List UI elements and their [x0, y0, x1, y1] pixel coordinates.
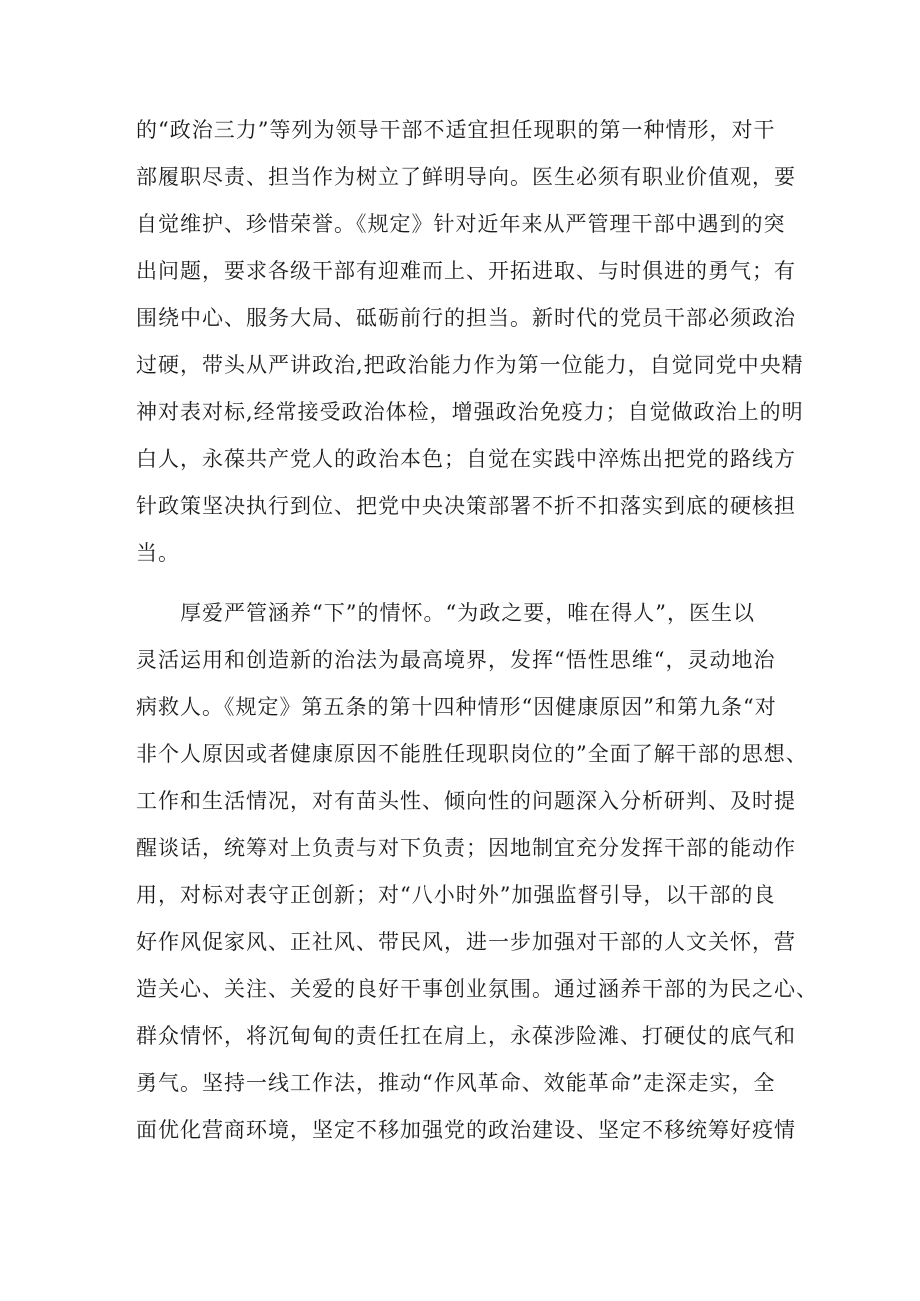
- text-line: 面优化营商环境，坚定不移加强党的政治建设、坚定不移统筹好疫情: [136, 1118, 796, 1142]
- text-line: 病救人。《规定》第五条的第十四种情形“因健康原因”和第九条“对: [136, 695, 777, 719]
- text-line: 群众情怀，将沉甸甸的责任扛在肩上，永葆涉险滩、打硬仗的底气和: [136, 1024, 796, 1048]
- text-line: 用，对标对表守正创新；对“八小时外”加强监督引导，以干部的良: [136, 883, 776, 907]
- text-line: 神对表对标,经常接受政治体检，增强政治免疫力；自觉做政治上的明: [136, 400, 804, 424]
- text-line: 白人，永葆共产党人的政治本色；自觉在实践中淬炼出把党的路线方: [136, 447, 796, 471]
- text-line: 过硬，带头从严讲政治,把政治能力作为第一位能力，自觉同党中央精: [136, 353, 804, 377]
- text-line: 灵活运用和创造新的治法为最高境界，发挥“悟性思维“，灵动地治: [136, 648, 776, 672]
- text-line: 工作和生活情况，对有苗头性、倾向性的问题深入分析研判、及时提: [136, 789, 796, 813]
- paragraph-start-line: 厚爱严管涵养“下”的情怀。“为政之要，唯在得人”，医生以: [136, 601, 755, 625]
- text-line: 自觉维护、珍惜荣誉。《规定》针对近年来从严管理干部中遇到的突: [136, 212, 786, 236]
- text-line: 围绕中心、服务大局、砥砺前行的担当。新时代的党员干部必须政治: [136, 306, 796, 330]
- text-line: 造关心、关注、关爱的良好干事创业氛围。通过涵养干部的为民之心、: [136, 977, 818, 1001]
- text-line: 非个人原因或者健康原因不能胜任现职岗位的”全面了解干部的思想、: [136, 742, 808, 766]
- text-line: 当。: [136, 541, 180, 565]
- text-line: 好作风促家风、正社风、带民风，进一步加强对干部的人文关怀，营: [136, 930, 796, 954]
- text-line: 醒谈话，统筹对上负责与对下负责；因地制宜充分发挥干部的能动作: [136, 836, 796, 860]
- text-line: 部履职尽责、担当作为树立了鲜明导向。医生必须有职业价值观，要: [136, 165, 796, 189]
- text-line: 出问题，要求各级干部有迎难而上、开拓进取、与时俱进的勇气；有: [136, 259, 796, 283]
- text-line: 的“政治三力”等列为领导干部不适宜担任现职的第一种情形，对干: [136, 118, 776, 142]
- text-line: 针政策坚决执行到位、把党中央决策部署不折不扣落实到底的硬核担: [136, 494, 796, 518]
- text-line: 勇气。坚持一线工作法，推动“作风革命、效能革命”走深走实，全: [136, 1071, 776, 1095]
